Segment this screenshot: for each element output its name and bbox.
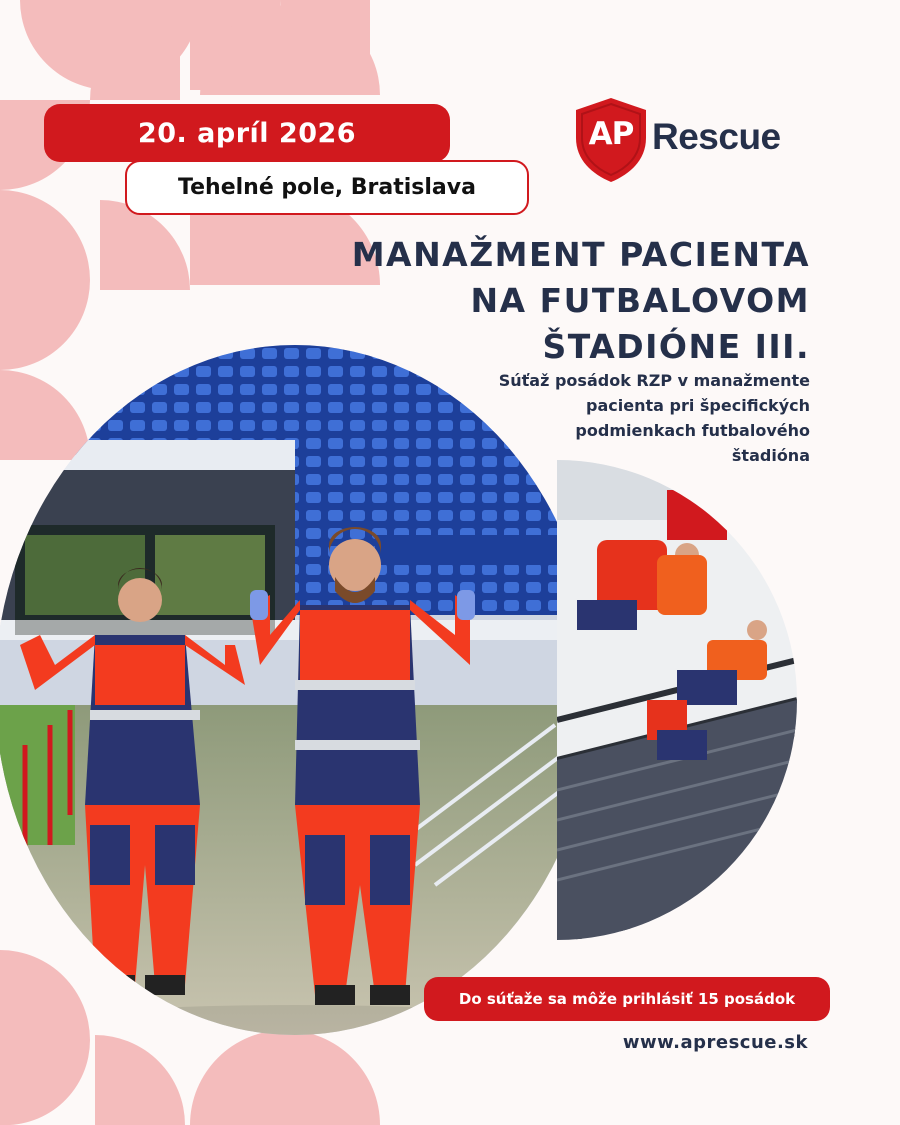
logo-word: Rescue <box>652 116 781 157</box>
description-line: štadióna <box>731 446 810 465</box>
event-venue-badge <box>125 160 529 215</box>
crew-limit-text: Do súťaže sa môže prihlásiť 15 posádok <box>458 990 796 1008</box>
logo-mark: AP <box>588 116 634 152</box>
title-line: MANAŽMENT PACIENTA <box>351 235 810 274</box>
description-line: Súťaž posádok RZP v manažmente <box>498 371 810 390</box>
description-line: podmienkach futbalového <box>575 421 810 440</box>
title-line: NA FUTBALOVOM <box>470 281 810 320</box>
stadium-paramedics-photo <box>0 345 595 1035</box>
description-line: pacienta pri špecifických <box>586 396 810 415</box>
title-line: ŠTADIÓNE III. <box>542 327 810 366</box>
event-date: 20. apríl 2026 <box>137 117 357 149</box>
event-date-badge <box>44 104 450 162</box>
crew-limit-badge <box>424 977 830 1021</box>
ap-rescue-logo <box>572 96 781 184</box>
shield-icon <box>572 96 650 184</box>
event-venue: Tehelné pole, Bratislava <box>178 175 476 200</box>
website-link[interactable]: www.aprescue.sk <box>622 1032 808 1053</box>
